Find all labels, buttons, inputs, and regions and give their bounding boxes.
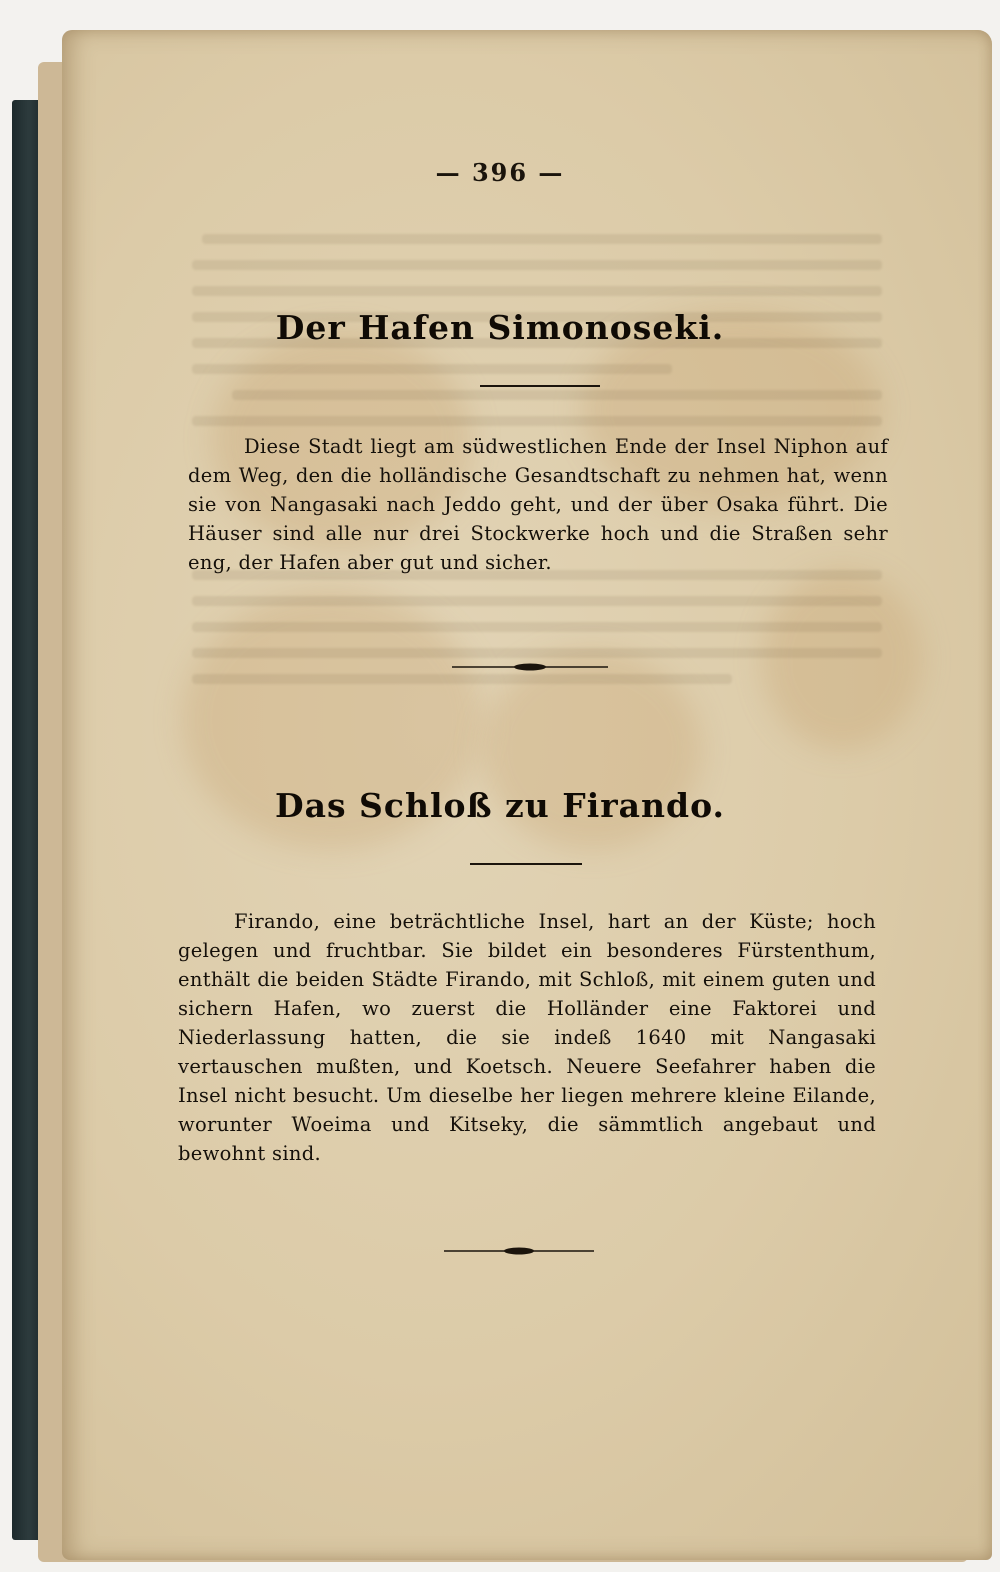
title-underline [470,863,582,865]
section-title-simonoseki: Der Hafen Simonoseki. [275,308,725,347]
paragraph-text: Firando, eine beträchtliche Insel, hart an der Küste; hoch gelegen und fruchtbar. Sie bildet ein besonderes Fürstenthum, enthält die beiden Städte Firando, mit Schloß, mit einem guten und sichern Hafen, wo zuerst die Holländer eine Faktorei und Niederlassung hatten, die sie indeß 1640 mit Nangasaki vertauschen mußten, und Koetsch. Neuere Seefahrer haben die Insel nicht besucht. Um dieselbe her liegen mehrere kleine Eilande, worunter Woeima und Kitseky, die sämmtlich angebaut und bewohnt sind. [178,910,876,1165]
section-body-simonoseki [188,432,888,577]
section-title-firando: Das Schloß zu Firando. [274,786,726,825]
section-divider-ornament [444,1243,594,1259]
title-underline [480,385,600,387]
section-divider-ornament [452,659,608,675]
paragraph-text: Diese Stadt liegt am südwestlichen Ende der Insel Niphon auf dem Weg, den die holländische Gesandtschaft zu nehmen hat, wenn sie von Nangasaki nach Jeddo geht, und der über Osaka führt. Die Häuser sind alle nur drei Stockwerke hoch und die Straßen sehr eng, der Hafen aber gut und sicher. [188,435,888,574]
page-number: — 396 — [435,158,565,187]
section-body-firando [178,907,876,1168]
